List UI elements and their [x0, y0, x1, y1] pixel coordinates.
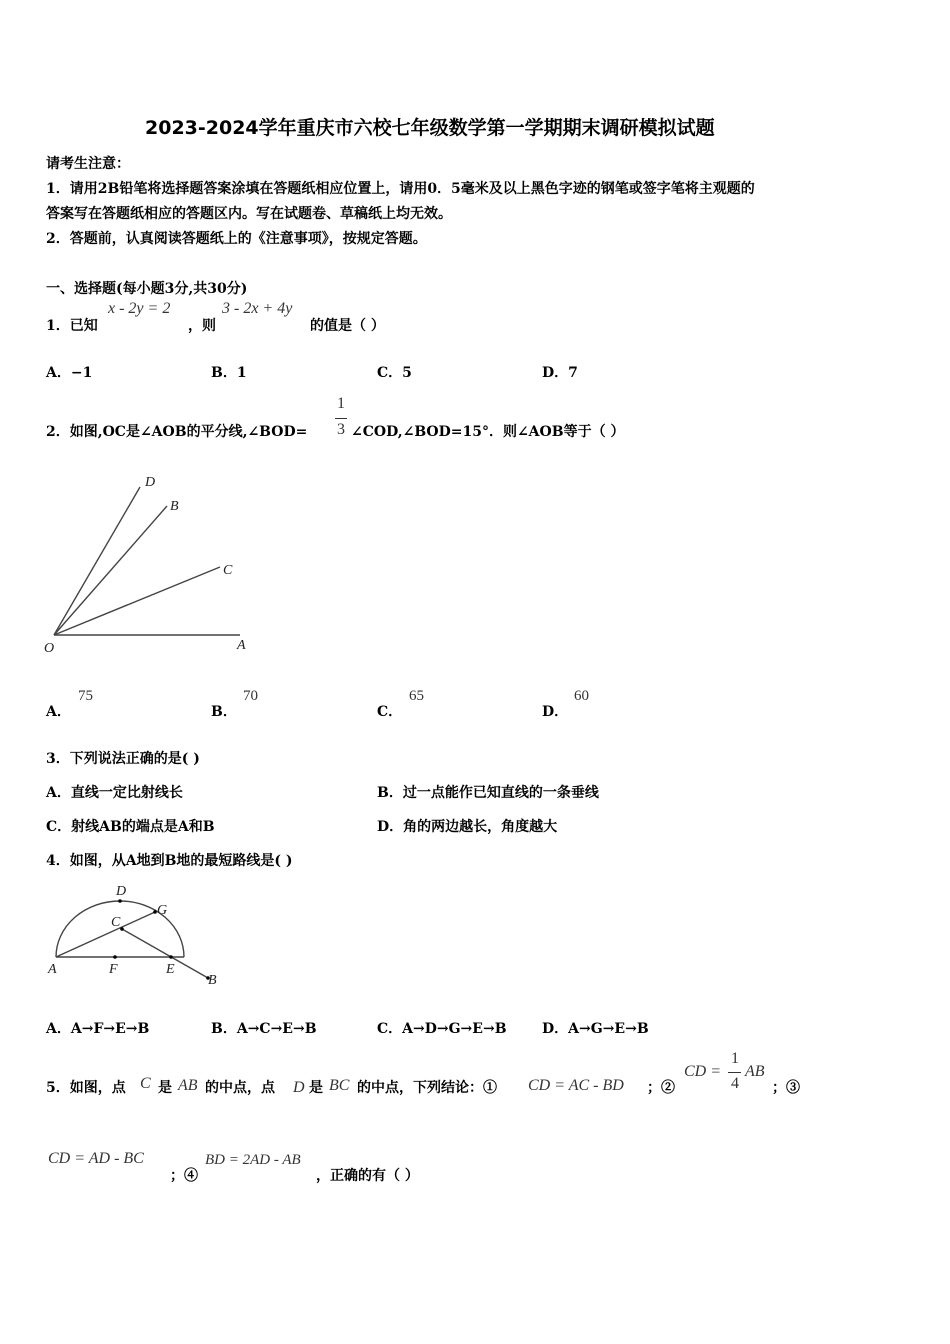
q2-option-b: B．: [211, 704, 237, 720]
q4-stem: 4．如图，从A地到B地的最短路线是( ): [46, 853, 293, 869]
q5-frac-den: 4: [731, 1075, 739, 1092]
page-title: 2023-2024学年重庆市六校七年级数学第一学期期末调研模拟试题: [145, 117, 715, 139]
q5-text-2: 是: [158, 1080, 172, 1096]
label-d: D: [145, 475, 156, 490]
q5-text-3: 的中点，点: [205, 1080, 275, 1096]
q2-option-d-value: 60: [574, 688, 589, 704]
q3-option-c: C．射线AB的端点是A和B: [46, 819, 215, 835]
q1-mid: ，则: [188, 318, 216, 334]
section-heading: 一、选择题(每小题3分,共30分): [46, 281, 248, 297]
q2-option-a-value: 75: [78, 688, 93, 704]
q1-suffix: 的值是（ ）: [310, 318, 385, 334]
label-a: A: [237, 638, 246, 653]
q5-text-8: ；④: [170, 1168, 198, 1184]
q5-conclusion-3: CD = AD - BC: [48, 1150, 144, 1167]
label-a: A: [48, 962, 57, 977]
q5-frac-num: 1: [731, 1050, 739, 1067]
q5-frac-bar: [728, 1072, 741, 1073]
q3-stem: 3．下列说法正确的是( ): [46, 751, 200, 767]
q5-conclusion-2a: CD =: [684, 1063, 722, 1080]
label-g: G: [157, 903, 168, 918]
q5-text-5: 的中点，下列结论：①: [357, 1080, 497, 1096]
label-e: E: [166, 962, 175, 977]
q3-option-a: A．直线一定比射线长: [46, 785, 183, 801]
q5-conclusion-2b: AB: [745, 1063, 765, 1080]
q1-option-d: D．7: [542, 365, 578, 381]
label-f: F: [109, 962, 118, 977]
q5-segment-bc: BC: [329, 1077, 350, 1094]
label-c: C: [223, 563, 233, 578]
q5-conclusion-4: BD = 2AD - AB: [205, 1152, 301, 1168]
q1-option-a: A．−1: [46, 365, 93, 381]
notice-heading: 请考生注意：: [46, 156, 130, 172]
q1-expr2: 3 - 2x + 4y: [222, 300, 293, 317]
q1-prefix: 1．已知: [46, 318, 98, 334]
q4-path-figure: [40, 878, 230, 993]
q5-text-4: 是: [309, 1080, 323, 1096]
q2-prefix: 2．如图,OC是∠AOB的平分线,∠BOD=: [46, 424, 308, 440]
notice-line-1: 1．请用2B铅笔将选择题答案涂填在答题纸相应位置上，请用0．5毫米及以上黑色字迹的钢笔或签字笔将主观题的: [46, 181, 755, 197]
q5-text-7: ；③: [772, 1080, 800, 1096]
label-b: B: [170, 499, 179, 514]
q4-option-c: C．A→D→G→E→B: [377, 1021, 507, 1037]
q2-option-a: A．: [46, 704, 71, 720]
q1-option-b: B．1: [211, 365, 247, 381]
q2-option-b-value: 70: [243, 688, 258, 704]
q2-option-c-value: 65: [409, 688, 424, 704]
q2-frac-bar: [335, 418, 347, 419]
q5-text-1: 5．如图，点: [46, 1080, 126, 1096]
notice-line-2: 2．答题前，认真阅读答题纸上的《注意事项》，按规定答题。: [46, 231, 427, 247]
label-d: D: [116, 884, 127, 899]
q4-option-a: A．A→F→E→B: [46, 1021, 150, 1037]
label-o: O: [44, 641, 55, 656]
notice-line-1b: 答案写在答题纸相应的答题区内。写在试题卷、草稿纸上均无效。: [46, 206, 452, 222]
q4-option-d: D．A→G→E→B: [542, 1021, 649, 1037]
q5-point-d: D: [293, 1079, 305, 1096]
q4-option-b: B．A→C→E→B: [211, 1021, 317, 1037]
q5-text-6: ；②: [647, 1080, 675, 1096]
q1-expr1: x - 2y = 2: [108, 300, 171, 317]
q2-frac-den: 3: [337, 421, 345, 438]
q1-option-c: C．5: [377, 365, 412, 381]
q5-text-9: ，正确的有（ ）: [316, 1168, 419, 1184]
q3-option-d: D．角的两边越长，角度越大: [377, 819, 558, 835]
label-c: C: [111, 915, 121, 930]
q2-suffix: ∠COD,∠BOD=15°．则∠AOB等于（ ）: [351, 424, 625, 440]
q5-point-c: C: [140, 1075, 151, 1092]
label-b: B: [208, 973, 217, 988]
q3-option-b: B．过一点能作已知直线的一条垂线: [377, 785, 599, 801]
q2-angle-figure: [40, 470, 260, 660]
q2-frac-num: 1: [337, 395, 345, 412]
q2-option-c: C．: [377, 704, 403, 720]
q5-segment-ab: AB: [178, 1077, 198, 1094]
q2-option-d: D．: [542, 704, 569, 720]
q5-conclusion-1: CD = AC - BD: [528, 1077, 624, 1094]
